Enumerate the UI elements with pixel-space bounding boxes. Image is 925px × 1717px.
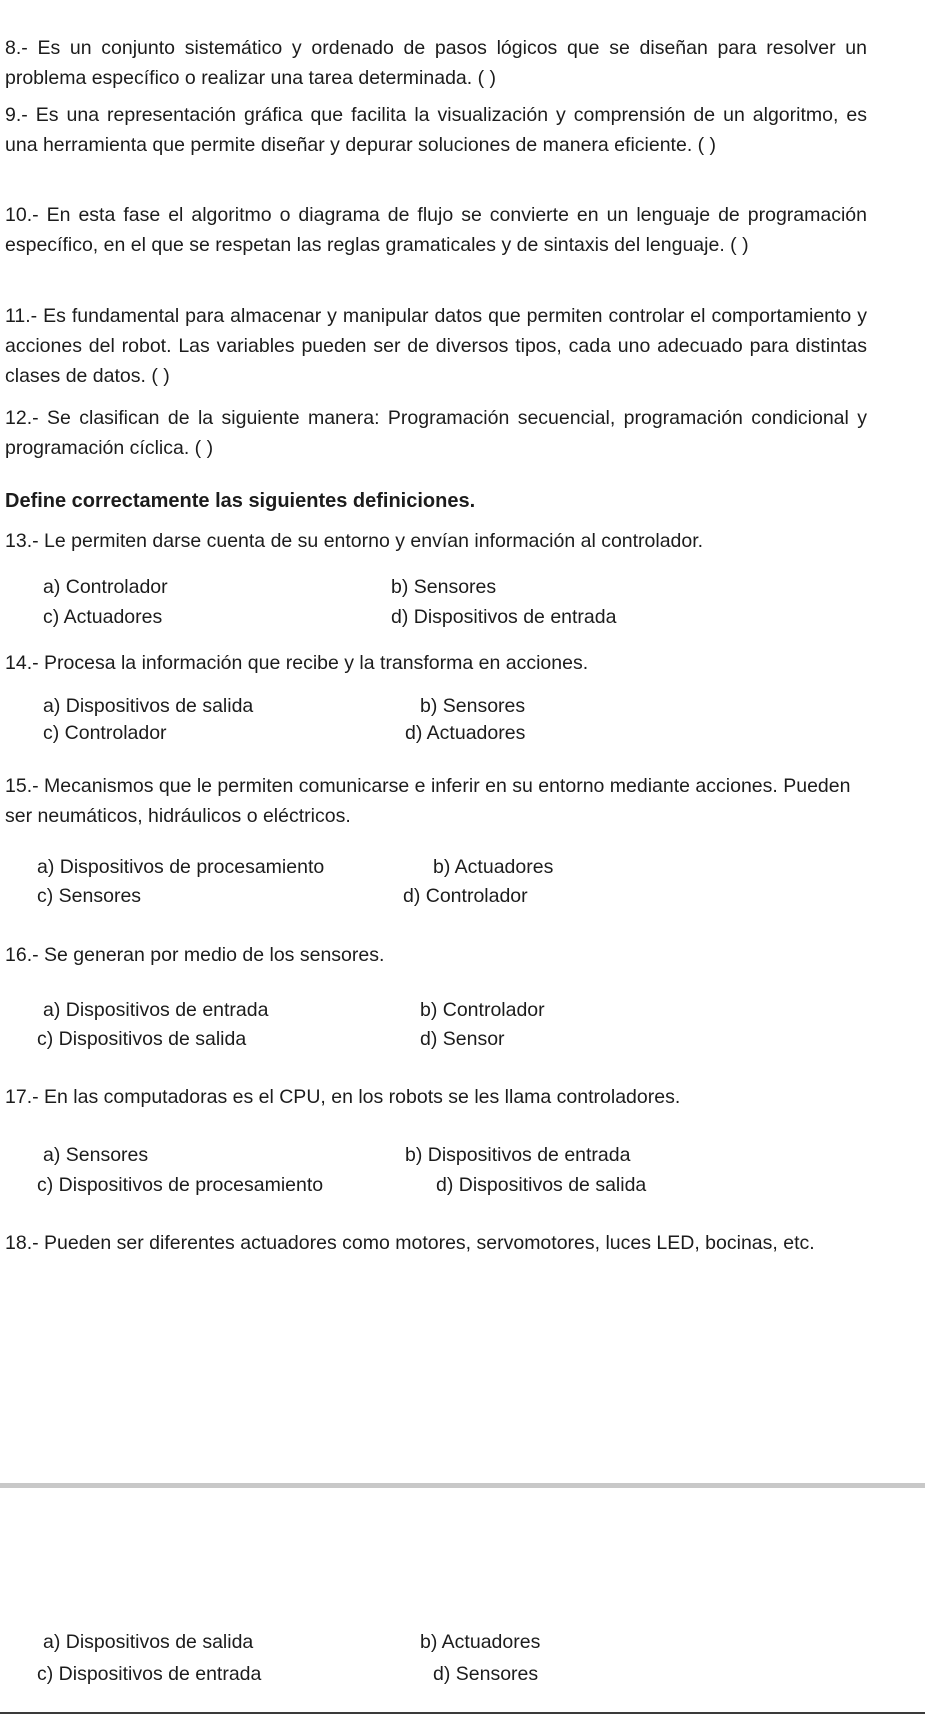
question-13: 13.- Le permiten darse cuenta de su entorno y envían información al controlador. bbox=[5, 530, 704, 552]
question-16-option-a[interactable]: a) Dispositivos de entrada bbox=[43, 999, 269, 1021]
page-divider bbox=[0, 1483, 925, 1488]
question-16-option-d[interactable]: d) Sensor bbox=[420, 1028, 505, 1050]
question-17-option-d[interactable]: d) Dispositivos de salida bbox=[436, 1174, 647, 1196]
question-17-option-a[interactable]: a) Sensores bbox=[43, 1144, 149, 1166]
question-18-option-a[interactable]: a) Dispositivos de salida bbox=[43, 1631, 254, 1653]
section-heading: Define correctamente las siguientes definiciones. bbox=[5, 490, 476, 512]
statement-9: 9.- Es una representación gráfica que facilita la visualización y comprensión de un algoritmo, es una herramienta que permite diseñar y depurar soluciones de manera eficiente. ( ) bbox=[5, 104, 867, 156]
question-15-option-b[interactable]: b) Actuadores bbox=[433, 856, 554, 878]
question-18-option-d[interactable]: d) Sensores bbox=[433, 1663, 539, 1685]
question-16: 16.- Se generan por medio de los sensores. bbox=[5, 944, 385, 966]
question-15-option-c[interactable]: c) Sensores bbox=[37, 885, 142, 907]
question-18-option-b[interactable]: b) Actuadores bbox=[420, 1631, 541, 1653]
statement-11: 11.- Es fundamental para almacenar y manipular datos que permiten controlar el comportamiento y acciones del robot. Las variables pueden ser de diversos tipos, cada uno adecuado para distintas clases de datos. ( ) bbox=[5, 305, 867, 387]
question-15: 15.- Mecanismos que le permiten comunicarse e inferir en su entorno mediante acciones. Pueden ser neumáticos, hidráulicos o eléctricos. bbox=[5, 775, 851, 827]
statement-12: 12.- Se clasifican de la siguiente manera: Programación secuencial, programación condicional y programación cíclica. ( ) bbox=[5, 407, 867, 459]
question-14-option-c[interactable]: c) Controlador bbox=[43, 722, 167, 744]
question-14-option-d[interactable]: d) Actuadores bbox=[405, 722, 526, 744]
question-15-option-a[interactable]: a) Dispositivos de procesamiento bbox=[37, 856, 325, 878]
question-14: 14.- Procesa la información que recibe y la transforma en acciones. bbox=[5, 652, 589, 674]
question-14-option-b[interactable]: b) Sensores bbox=[420, 695, 526, 717]
question-18-option-c[interactable]: c) Dispositivos de entrada bbox=[37, 1663, 262, 1685]
question-13-option-c[interactable]: c) Actuadores bbox=[43, 606, 163, 628]
statement-8: 8.- Es un conjunto sistemático y ordenado de pasos lógicos que se diseñan para resolver un problema específico o realizar una tarea determinada. ( ) bbox=[5, 37, 867, 89]
statement-10: 10.- En esta fase el algoritmo o diagrama de flujo se convierte en un lenguaje de programación específico, en el que se respetan las reglas gramaticales y de sintaxis del lenguaje. ( ) bbox=[5, 204, 867, 256]
question-15-option-d[interactable]: d) Controlador bbox=[403, 885, 528, 907]
question-13-option-a[interactable]: a) Controlador bbox=[43, 576, 168, 598]
question-13-option-d[interactable]: d) Dispositivos de entrada bbox=[391, 606, 617, 628]
question-18: 18.- Pueden ser diferentes actuadores como motores, servomotores, luces LED, bocinas, etc. bbox=[5, 1232, 815, 1254]
bottom-rule bbox=[0, 1712, 925, 1714]
question-13-option-b[interactable]: b) Sensores bbox=[391, 576, 497, 598]
question-17-option-b[interactable]: b) Dispositivos de entrada bbox=[405, 1144, 631, 1166]
question-16-option-c[interactable]: c) Dispositivos de salida bbox=[37, 1028, 247, 1050]
question-17-option-c[interactable]: c) Dispositivos de procesamiento bbox=[37, 1174, 324, 1196]
question-16-option-b[interactable]: b) Controlador bbox=[420, 999, 545, 1021]
question-14-option-a[interactable]: a) Dispositivos de salida bbox=[43, 695, 254, 717]
question-17: 17.- En las computadoras es el CPU, en los robots se les llama controladores. bbox=[5, 1086, 681, 1108]
